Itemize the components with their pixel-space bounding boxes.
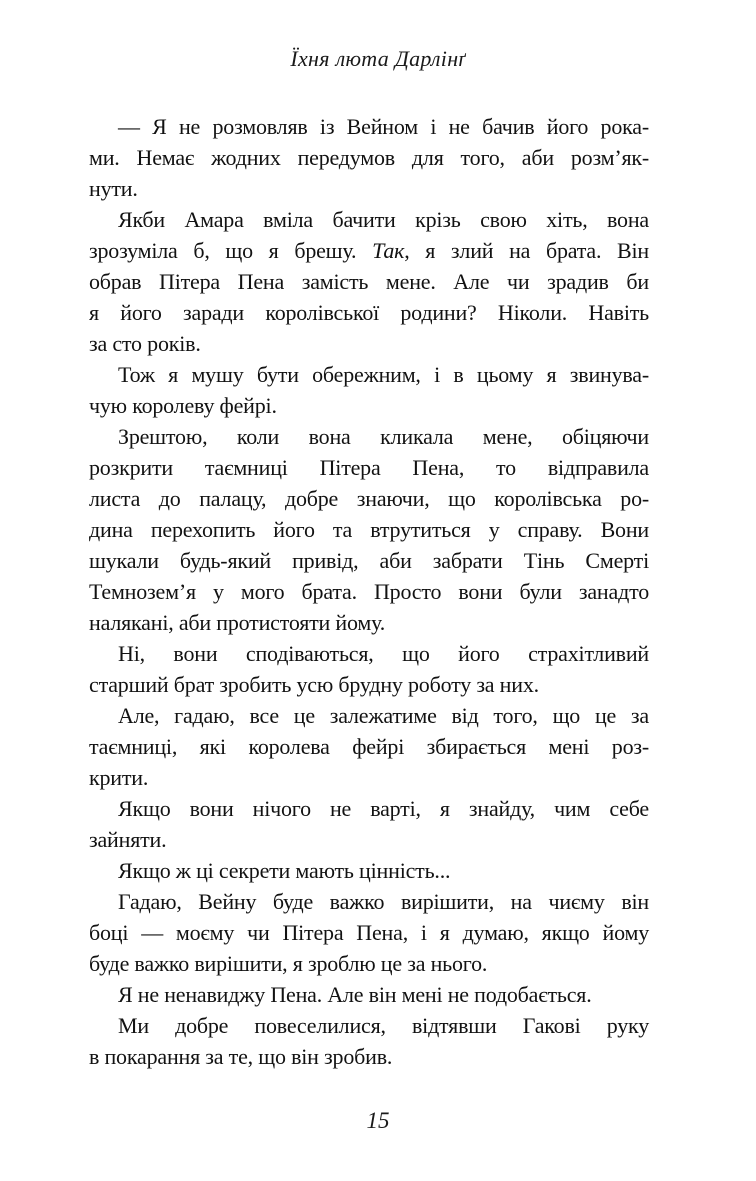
paragraph bbox=[89, 204, 649, 359]
text-line: дина перехопить його та втрутиться у справу. Вони bbox=[89, 517, 649, 542]
text-line: за сто років. bbox=[89, 331, 201, 356]
text-line: Ні, вони сподіваються, що його страхітливий bbox=[118, 641, 649, 666]
running-head: Їхня люта Дарлінґ bbox=[290, 46, 466, 71]
text-line: зайняти. bbox=[89, 827, 167, 852]
text-line: чую королеву фейрі. bbox=[89, 393, 277, 418]
text-line: Гадаю, Вейну буде важко вирішити, на чиєму він bbox=[118, 889, 649, 914]
paragraph bbox=[89, 111, 649, 204]
text-line: крити. bbox=[89, 765, 149, 790]
text-line: боці — моєму чи Пітера Пена, і я думаю, якщо йому bbox=[89, 920, 649, 945]
text-line: в покарання за те, що він зробив. bbox=[89, 1044, 393, 1069]
paragraph bbox=[89, 979, 649, 1010]
text-line: зрозуміла б, що я брешу. Так, я злий на брата. Він bbox=[89, 238, 649, 263]
text-line: я його заради королівської родини? Ніколи. Навіть bbox=[89, 300, 649, 325]
text-line: буде важко вирішити, я зроблю це за нього. bbox=[89, 951, 488, 976]
paragraph bbox=[89, 421, 649, 638]
text-line: розкрити таємниці Пітера Пена, то відправила bbox=[89, 455, 649, 480]
text-line: листа до палацу, добре знаючи, що королівська ро- bbox=[89, 486, 649, 511]
text-line: таємниці, які королева фейрі збирається мені роз- bbox=[89, 734, 649, 759]
paragraph bbox=[89, 700, 649, 793]
text-line: — Я не розмовляв із Вейном і не бачив його рока- bbox=[118, 114, 649, 139]
paragraph bbox=[89, 638, 649, 700]
text-line: Я не ненавиджу Пена. Але він мені не подобається. bbox=[118, 982, 592, 1007]
paragraph bbox=[89, 855, 649, 886]
text-line: Якщо вони нічого не варті, я знайду, чим себе bbox=[118, 796, 649, 821]
text-line: Але, гадаю, все це залежатиме від того, що це за bbox=[118, 703, 649, 728]
text-line: Якби Амара вміла бачити крізь свою хіть, вона bbox=[118, 207, 649, 232]
text-line: Темнозем’я у мого брата. Просто вони були занадто bbox=[89, 579, 649, 604]
page-number: 15 bbox=[366, 1108, 390, 1133]
text-line: Якщо ж ці секрети мають цінність... bbox=[118, 858, 451, 883]
text-line: Зрештою, коли вона кликала мене, обіцяючи bbox=[118, 424, 649, 449]
paragraph bbox=[89, 1010, 649, 1072]
paragraph bbox=[89, 359, 649, 421]
paragraph bbox=[89, 793, 649, 855]
paragraph bbox=[89, 886, 649, 979]
text-line: шукали будь-який привід, аби забрати Тінь Смерті bbox=[89, 548, 649, 573]
text-line: старший брат зробить усю брудну роботу за них. bbox=[89, 672, 539, 697]
text-line: нути. bbox=[89, 176, 138, 201]
text-line: ми. Немає жодних передумов для того, аби розм’як- bbox=[89, 145, 649, 170]
text-line: Тож я мушу бути обережним, і в цьому я звинува- bbox=[118, 362, 649, 387]
text-line: налякані, аби протистояти йому. bbox=[89, 610, 385, 635]
text-line: обрав Пітера Пена замість мене. Але чи зрадив би bbox=[89, 269, 649, 294]
body-text bbox=[89, 111, 649, 1072]
text-line: Ми добре повеселилися, відтявши Гакові руку bbox=[118, 1013, 649, 1038]
